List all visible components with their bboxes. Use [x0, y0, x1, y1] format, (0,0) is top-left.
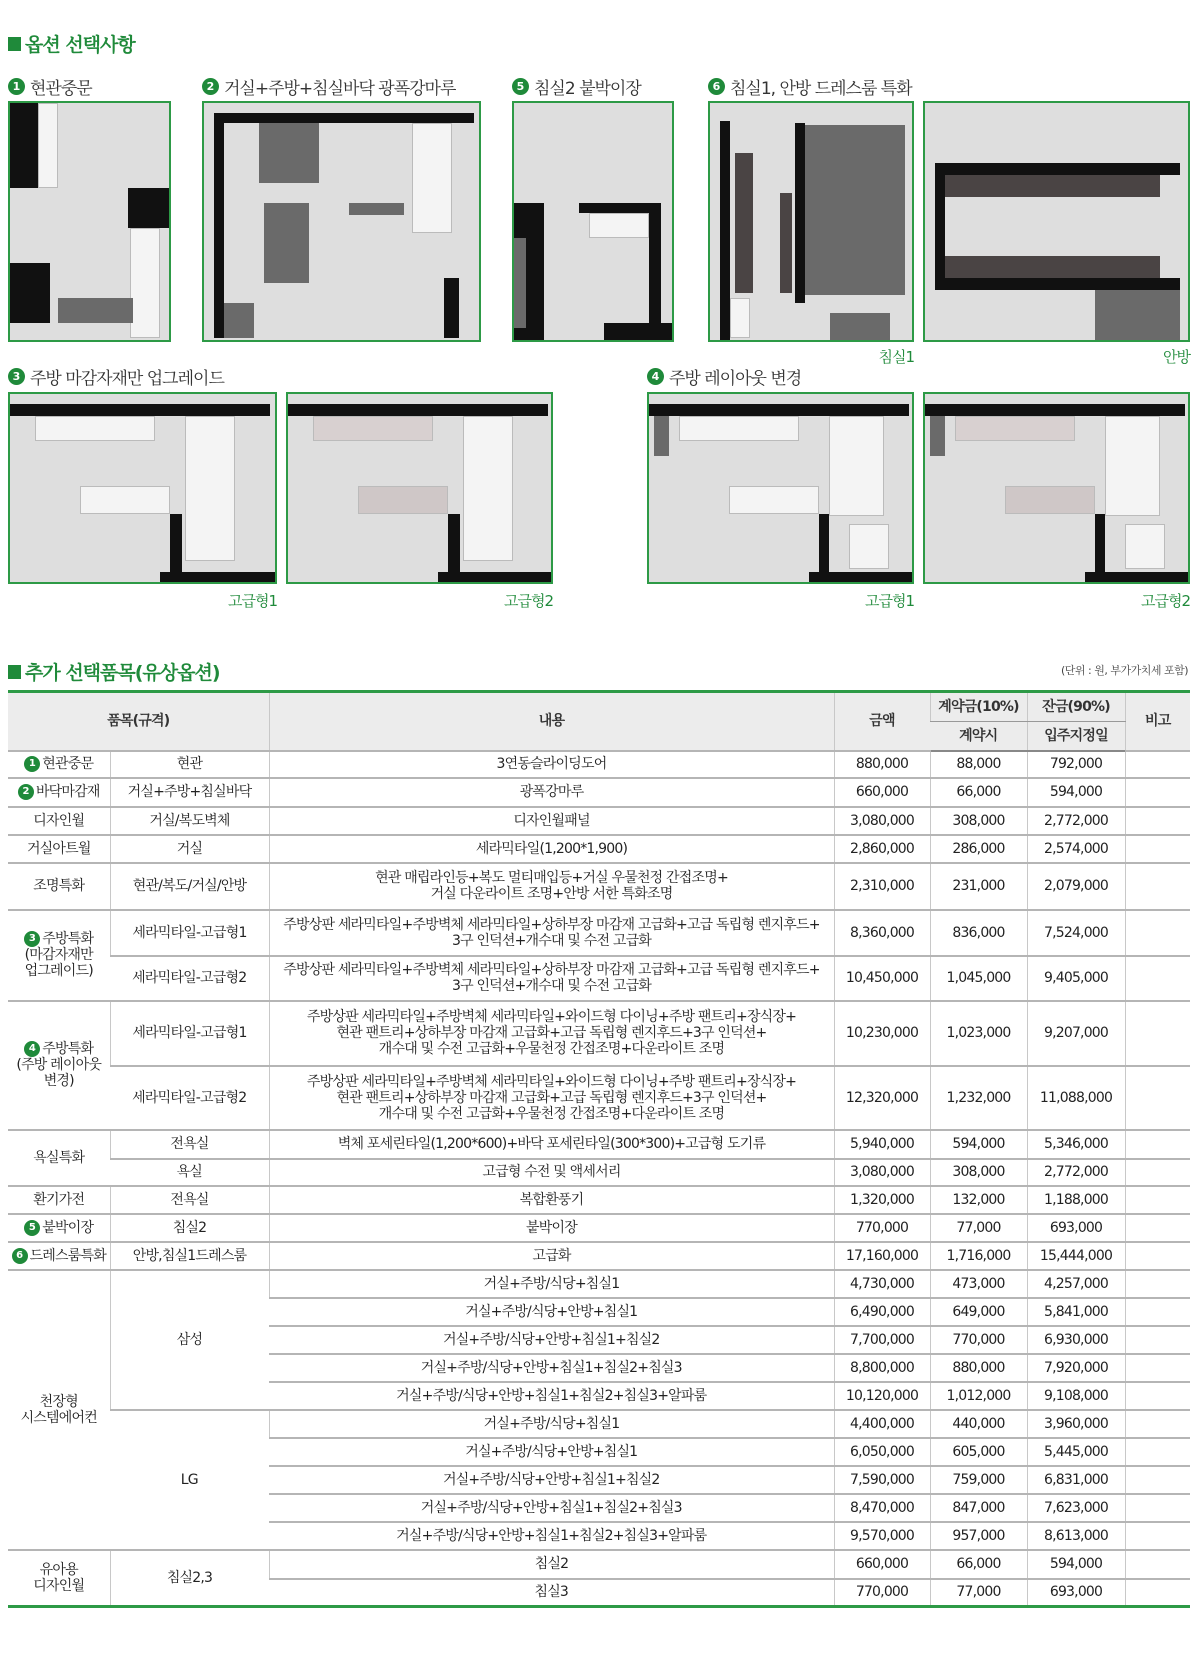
option-text: 거실+주방+침실바닥 광폭강마루 — [224, 79, 456, 99]
deposit-cell: 1,012,000 — [930, 1382, 1027, 1410]
price-cell: 6,050,000 — [834, 1438, 930, 1466]
option-label-3 — [8, 364, 224, 389]
note-cell — [1125, 956, 1190, 1001]
item-category-text: 디자인월 — [33, 812, 85, 829]
item-category-text: 조명특화 — [33, 878, 85, 894]
deposit-cell: 88,000 — [930, 751, 1027, 778]
balance-cell: 6,831,000 — [1027, 1466, 1125, 1494]
table-row — [8, 1214, 1190, 1242]
item-spec-cell: 욕실 — [110, 1159, 269, 1186]
note-cell — [1125, 1159, 1190, 1186]
number-badge-icon: 6 — [708, 78, 725, 95]
deposit-cell: 473,000 — [930, 1270, 1027, 1298]
note-cell — [1125, 1130, 1190, 1159]
balance-cell: 3,960,000 — [1027, 1410, 1125, 1438]
content-cell: 거실+주방/식당+안방+침실1+침실2+침실3 — [269, 1354, 834, 1382]
deposit-cell: 847,000 — [930, 1494, 1027, 1522]
item-spec-cell: 세라믹타일-고급형1 — [110, 1001, 269, 1066]
section-title-text: 옵션 선택사항 — [25, 34, 135, 56]
deposit-cell: 77,000 — [930, 1579, 1027, 1607]
content-cell: 침실2 — [269, 1550, 834, 1579]
content-cell: 3연동슬라이딩도어 — [269, 751, 834, 778]
item-spec-cell: 현관 — [110, 751, 269, 778]
item-spec-cell: 전욕실 — [110, 1130, 269, 1159]
deposit-cell: 649,000 — [930, 1298, 1027, 1326]
price-cell: 1,320,000 — [834, 1186, 930, 1214]
deposit-cell: 594,000 — [930, 1130, 1027, 1159]
content-cell: 거실+주방/식당+침실1 — [269, 1410, 834, 1438]
content-cell: 거실+주방/식당+안방+침실1+침실2+침실3+알파룸 — [269, 1522, 834, 1550]
deposit-cell: 440,000 — [930, 1410, 1027, 1438]
floorplan-living-kitchen-floor — [202, 101, 481, 342]
content-cell: 거실+주방/식당+안방+침실1+침실2 — [269, 1326, 834, 1354]
paid-options-table — [8, 690, 1190, 1608]
caption-master-bedroom: 안방 — [1163, 348, 1190, 366]
floorplan-bedroom1-dressroom — [708, 101, 914, 342]
table-row — [8, 910, 1190, 956]
content-cell: 고급형 수전 및 액세서리 — [269, 1159, 834, 1186]
item-category-cell — [8, 1130, 110, 1186]
option-text: 침실2 붙박이장 — [534, 79, 641, 99]
header-item: 품목(규격) — [8, 692, 269, 751]
note-cell — [1125, 1326, 1190, 1354]
item-category-cell — [8, 1001, 110, 1130]
content-cell: 거실+주방/식당+안방+침실1 — [269, 1438, 834, 1466]
content-cell: 디자인월패널 — [269, 807, 834, 835]
option-label-6 — [708, 74, 912, 99]
item-spec-cell: 세라믹타일-고급형1 — [110, 910, 269, 956]
number-badge-icon: 3 — [24, 931, 40, 947]
price-cell: 770,000 — [834, 1579, 930, 1607]
price-cell: 8,800,000 — [834, 1354, 930, 1382]
price-cell: 10,450,000 — [834, 956, 930, 1001]
square-bullet-icon — [8, 37, 21, 51]
item-category-cell — [8, 1550, 110, 1607]
option-label-2 — [202, 74, 455, 99]
content-cell: 거실+주방/식당+안방+침실1+침실2+침실3 — [269, 1494, 834, 1522]
balance-cell: 1,188,000 — [1027, 1186, 1125, 1214]
content-cell: 붙박이장 — [269, 1214, 834, 1242]
item-spec-cell: 현관/복도/거실/안방 — [110, 863, 269, 910]
note-cell — [1125, 1438, 1190, 1466]
note-cell — [1125, 1494, 1190, 1522]
option-label-4 — [647, 364, 801, 389]
deposit-cell: 880,000 — [930, 1354, 1027, 1382]
balance-cell: 2,574,000 — [1027, 835, 1125, 863]
content-cell: 주방상판 세라믹타일+주방벽체 세라믹타일+와이드형 다이닝+주방 팬트리+장식장+ 현관 팬트리+상하부장 마감재 고급화+고급 독립형 렌지후드+3구 인덕션+ 개수대 및 수전 고급화+우물천정 간접조명+다운라이트 조명 — [269, 1001, 834, 1066]
option-text: 주방 레이아웃 변경 — [669, 369, 802, 389]
note-cell — [1125, 1001, 1190, 1066]
caption-kitchen3-type1: 고급형1 — [227, 592, 277, 610]
caption-kitchen3-type2: 고급형2 — [503, 592, 553, 610]
price-cell: 3,080,000 — [834, 1159, 930, 1186]
floorplan-entrance-door — [8, 101, 171, 342]
note-cell — [1125, 1214, 1190, 1242]
content-cell: 침실3 — [269, 1579, 834, 1607]
balance-cell: 11,088,000 — [1027, 1066, 1125, 1130]
balance-cell: 4,257,000 — [1027, 1270, 1125, 1298]
note-cell — [1125, 1298, 1190, 1326]
item-category-cell — [8, 1242, 110, 1270]
caption-kitchen4-type2: 고급형2 — [1140, 592, 1190, 610]
item-spec-cell: 침실2 — [110, 1214, 269, 1242]
item-spec-cell: 침실2,3 — [110, 1550, 269, 1607]
header-balance: 잔금(90%) — [1027, 692, 1125, 722]
price-cell: 2,860,000 — [834, 835, 930, 863]
content-cell: 복합환풍기 — [269, 1186, 834, 1214]
deposit-cell: 1,023,000 — [930, 1001, 1027, 1066]
content-cell: 주방상판 세라믹타일+주방벽체 세라믹타일+와이드형 다이닝+주방 팬트리+장식장+ 현관 팬트리+상하부장 마감재 고급화+고급 독립형 렌지후드+3구 인덕션+ 개수대 및 수전 고급화+우물천정 간접조명+다운라이트 조명 — [269, 1066, 834, 1130]
number-badge-icon: 5 — [24, 1220, 40, 1236]
balance-cell: 594,000 — [1027, 778, 1125, 807]
balance-cell: 7,920,000 — [1027, 1354, 1125, 1382]
deposit-cell: 66,000 — [930, 778, 1027, 807]
content-cell: 주방상판 세라믹타일+주방벽체 세라믹타일+상하부장 마감재 고급화+고급 독립형 렌지후드+ 3구 인덕션+개수대 및 수전 고급화 — [269, 956, 834, 1001]
item-category-text: 욕실특화 — [33, 1149, 85, 1166]
price-cell: 880,000 — [834, 751, 930, 778]
option-text: 현관중문 — [30, 79, 92, 99]
header-balance-sub: 입주지정일 — [1027, 722, 1125, 751]
floorplan-kitchen-layout-type1 — [647, 392, 914, 584]
floorplan-bedroom2-closet — [512, 101, 674, 342]
table-row — [8, 863, 1190, 910]
deposit-cell: 308,000 — [930, 807, 1027, 835]
deposit-cell: 308,000 — [930, 1159, 1027, 1186]
number-badge-icon: 6 — [12, 1248, 28, 1264]
item-category-text: 유아용 디자인월 — [33, 1561, 85, 1594]
item-category-cell — [8, 807, 110, 835]
item-category-cell — [8, 1270, 110, 1550]
deposit-cell: 605,000 — [930, 1438, 1027, 1466]
balance-cell: 792,000 — [1027, 751, 1125, 778]
table-row — [8, 1270, 1190, 1298]
balance-cell: 6,930,000 — [1027, 1326, 1125, 1354]
price-cell: 7,700,000 — [834, 1326, 930, 1354]
item-category-text: 거실아트월 — [26, 840, 91, 857]
item-spec-cell: 거실+주방+침실바닥 — [110, 778, 269, 807]
deposit-cell: 77,000 — [930, 1214, 1027, 1242]
note-cell — [1125, 1466, 1190, 1494]
note-cell — [1125, 1550, 1190, 1579]
table-row — [8, 1410, 1190, 1438]
balance-cell: 5,346,000 — [1027, 1130, 1125, 1159]
price-cell: 2,310,000 — [834, 863, 930, 910]
content-cell: 벽체 포세린타일(1,200*600)+바닥 포세린타일(300*300)+고급형 도기류 — [269, 1130, 834, 1159]
item-spec-cell: 세라믹타일-고급형2 — [110, 956, 269, 1001]
item-category-cell — [8, 835, 110, 863]
table-row — [8, 1186, 1190, 1214]
item-spec-cell: 삼성 — [110, 1270, 269, 1410]
price-cell: 660,000 — [834, 778, 930, 807]
deposit-cell: 1,232,000 — [930, 1066, 1027, 1130]
note-cell — [1125, 807, 1190, 835]
note-cell — [1125, 1354, 1190, 1382]
balance-cell: 2,772,000 — [1027, 1159, 1125, 1186]
price-cell: 10,120,000 — [834, 1382, 930, 1410]
table-row — [8, 1550, 1190, 1579]
number-badge-icon: 4 — [24, 1041, 40, 1057]
price-cell: 4,400,000 — [834, 1410, 930, 1438]
price-cell: 7,590,000 — [834, 1466, 930, 1494]
content-cell: 광폭강마루 — [269, 778, 834, 807]
item-category-cell — [8, 751, 110, 778]
number-badge-icon: 5 — [512, 78, 529, 95]
header-deposit-sub: 계약시 — [930, 722, 1027, 751]
section-title-paid-options — [8, 658, 220, 685]
price-cell: 9,570,000 — [834, 1522, 930, 1550]
price-cell: 660,000 — [834, 1550, 930, 1579]
content-cell: 거실+주방/식당+안방+침실1+침실2+침실3+알파룸 — [269, 1382, 834, 1410]
caption-bedroom1: 침실1 — [878, 348, 914, 366]
content-cell: 고급화 — [269, 1242, 834, 1270]
deposit-cell: 836,000 — [930, 910, 1027, 956]
floorplan-master-dressroom — [923, 101, 1190, 342]
number-badge-icon: 1 — [24, 756, 40, 772]
item-spec-cell: 세라믹타일-고급형2 — [110, 1066, 269, 1130]
deposit-cell: 66,000 — [930, 1550, 1027, 1579]
item-category-cell — [8, 1186, 110, 1214]
note-cell — [1125, 1579, 1190, 1607]
table-row — [8, 1159, 1190, 1186]
option-text: 침실1, 안방 드레스룸 특화 — [730, 79, 912, 99]
note-cell — [1125, 1522, 1190, 1550]
deposit-cell: 286,000 — [930, 835, 1027, 863]
note-cell — [1125, 1242, 1190, 1270]
price-cell: 17,160,000 — [834, 1242, 930, 1270]
item-category-text: 붙박이장 — [42, 1219, 94, 1236]
deposit-cell: 1,716,000 — [930, 1242, 1027, 1270]
price-cell: 4,730,000 — [834, 1270, 930, 1298]
deposit-cell: 1,045,000 — [930, 956, 1027, 1001]
item-category-cell — [8, 910, 110, 1001]
note-cell — [1125, 751, 1190, 778]
floorplan-kitchen-layout-type2 — [923, 392, 1190, 584]
content-cell: 주방상판 세라믹타일+주방벽체 세라믹타일+상하부장 마감재 고급화+고급 독립형 렌지후드+ 3구 인덕션+개수대 및 수전 고급화 — [269, 910, 834, 956]
item-category-cell — [8, 863, 110, 910]
balance-cell: 693,000 — [1027, 1214, 1125, 1242]
number-badge-icon: 2 — [18, 784, 34, 800]
item-spec-cell: 거실 — [110, 835, 269, 863]
content-cell: 현관 매립라인등+복도 멀티매입등+거실 우물천정 간접조명+ 거실 다운라이트 조명+안방 서한 특화조명 — [269, 863, 834, 910]
note-cell — [1125, 778, 1190, 807]
balance-cell: 693,000 — [1027, 1579, 1125, 1607]
header-deposit: 계약금(10%) — [930, 692, 1027, 722]
item-category-cell — [8, 778, 110, 807]
item-category-text: 드레스룸특화 — [29, 1247, 106, 1264]
unit-note: (단위 : 원, 부가가치세 포함) — [1060, 664, 1188, 677]
option-label-5 — [512, 74, 641, 99]
note-cell — [1125, 1066, 1190, 1130]
deposit-cell: 231,000 — [930, 863, 1027, 910]
note-cell — [1125, 835, 1190, 863]
price-cell: 3,080,000 — [834, 807, 930, 835]
item-category-text: 환기가전 — [33, 1191, 85, 1208]
item-category-text: 천장형 시스템에어컨 — [20, 1393, 97, 1426]
item-spec-cell: 거실/복도벽체 — [110, 807, 269, 835]
caption-kitchen4-type1: 고급형1 — [864, 592, 914, 610]
balance-cell: 2,772,000 — [1027, 807, 1125, 835]
balance-cell: 5,841,000 — [1027, 1298, 1125, 1326]
note-cell — [1125, 863, 1190, 910]
balance-cell: 2,079,000 — [1027, 863, 1125, 910]
item-category-text: 주방특화 (주방 레이아웃 변경) — [16, 1041, 102, 1089]
item-category-text: 바닥마감재 — [35, 784, 100, 800]
item-spec-cell: LG — [110, 1410, 269, 1550]
section-title-options — [8, 30, 135, 57]
number-badge-icon: 4 — [647, 368, 664, 385]
balance-cell: 7,623,000 — [1027, 1494, 1125, 1522]
table-row — [8, 956, 1190, 1001]
item-spec-cell: 안방,침실1드레스룸 — [110, 1242, 269, 1270]
balance-cell: 594,000 — [1027, 1550, 1125, 1579]
balance-cell: 7,524,000 — [1027, 910, 1125, 956]
price-cell: 8,360,000 — [834, 910, 930, 956]
option-label-1 — [8, 74, 92, 99]
balance-cell: 8,613,000 — [1027, 1522, 1125, 1550]
option-text: 주방 마감자재만 업그레이드 — [30, 369, 224, 389]
price-cell: 12,320,000 — [834, 1066, 930, 1130]
deposit-cell: 759,000 — [930, 1466, 1027, 1494]
price-cell: 8,470,000 — [834, 1494, 930, 1522]
table-row — [8, 1130, 1190, 1159]
price-cell: 770,000 — [834, 1214, 930, 1242]
floorplan-kitchen-finish-type1 — [8, 392, 277, 584]
deposit-cell: 770,000 — [930, 1326, 1027, 1354]
table-row — [8, 751, 1190, 778]
table-row — [8, 1242, 1190, 1270]
square-bullet-icon — [8, 665, 21, 679]
balance-cell: 9,207,000 — [1027, 1001, 1125, 1066]
balance-cell: 9,108,000 — [1027, 1382, 1125, 1410]
number-badge-icon: 2 — [202, 78, 219, 95]
note-cell — [1125, 1410, 1190, 1438]
table-row — [8, 807, 1190, 835]
balance-cell: 5,445,000 — [1027, 1438, 1125, 1466]
header-price: 금액 — [834, 692, 930, 751]
price-cell: 10,230,000 — [834, 1001, 930, 1066]
balance-cell: 15,444,000 — [1027, 1242, 1125, 1270]
header-content: 내용 — [269, 692, 834, 751]
table-row — [8, 1001, 1190, 1066]
note-cell — [1125, 910, 1190, 956]
balance-cell: 9,405,000 — [1027, 956, 1125, 1001]
item-category-text: 현관중문 — [42, 756, 94, 772]
content-cell: 거실+주방/식당+침실1 — [269, 1270, 834, 1298]
content-cell: 거실+주방/식당+안방+침실1 — [269, 1298, 834, 1326]
header-note: 비고 — [1125, 692, 1190, 751]
number-badge-icon: 1 — [8, 78, 25, 95]
item-category-cell — [8, 1214, 110, 1242]
content-cell: 세라믹타일(1,200*1,900) — [269, 835, 834, 863]
table-row — [8, 835, 1190, 863]
note-cell — [1125, 1186, 1190, 1214]
note-cell — [1125, 1382, 1190, 1410]
content-cell: 거실+주방/식당+안방+침실1+침실2 — [269, 1466, 834, 1494]
floorplan-kitchen-finish-type2 — [286, 392, 553, 584]
note-cell — [1125, 1270, 1190, 1298]
price-cell: 5,940,000 — [834, 1130, 930, 1159]
table-row — [8, 778, 1190, 807]
item-spec-cell: 전욕실 — [110, 1186, 269, 1214]
table-body — [8, 751, 1190, 1607]
deposit-cell: 132,000 — [930, 1186, 1027, 1214]
price-cell: 6,490,000 — [834, 1298, 930, 1326]
section-title-text: 추가 선택품목(유상옵션) — [25, 662, 220, 684]
deposit-cell: 957,000 — [930, 1522, 1027, 1550]
number-badge-icon: 3 — [8, 368, 25, 385]
table-row — [8, 1066, 1190, 1130]
item-category-text: 주방특화 (마감자재만 업그레이드) — [24, 931, 94, 979]
